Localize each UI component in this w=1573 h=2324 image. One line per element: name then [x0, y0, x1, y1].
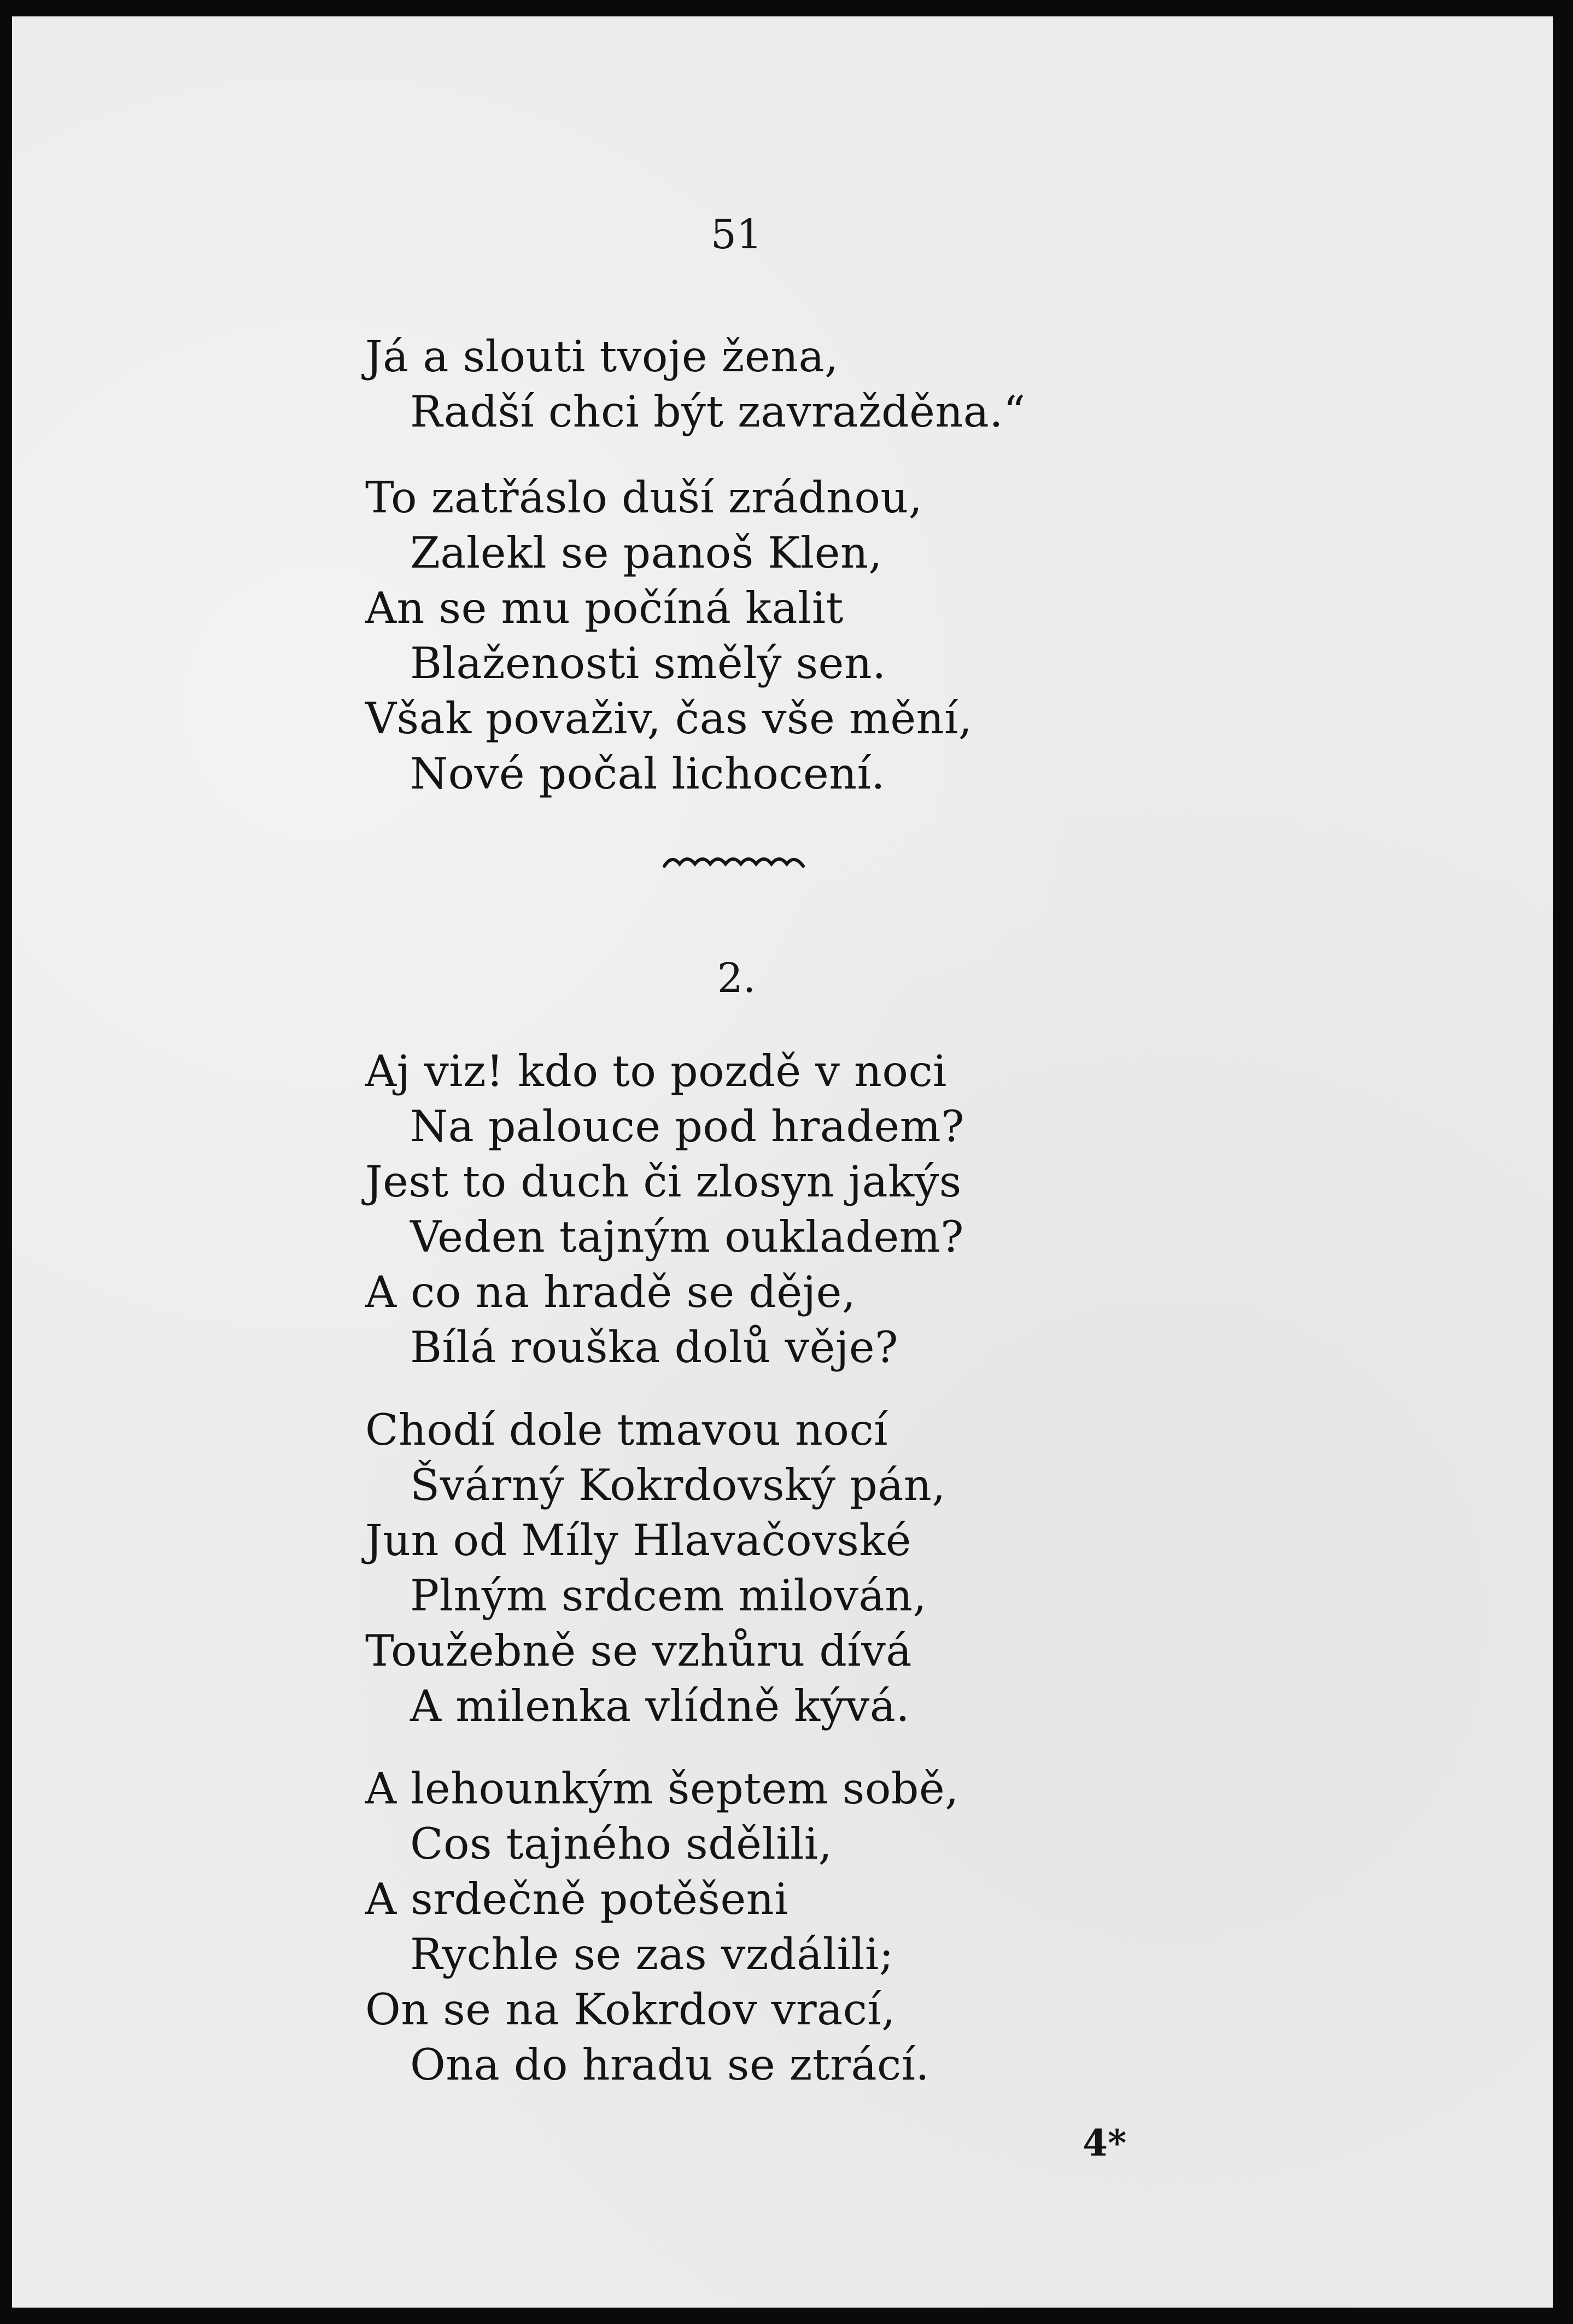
verse-line: Toužebně se vzhůru dívá [365, 1626, 912, 1676]
ornamental-divider [660, 848, 808, 875]
verse-line: Ona do hradu se ztrácí. [410, 2040, 930, 2090]
verse-line: Aj viz! kdo to pozdě v noci [365, 1046, 947, 1096]
verse-line: Plným srdcem milován, [410, 1570, 927, 1621]
verse-line: Švárný Kokrdovský pán, [410, 1460, 946, 1510]
verse-line: Blaženosti smělý sen. [410, 638, 886, 688]
stanza-3 [365, 1044, 964, 1375]
verse-line: An se mu počíná kalit [365, 583, 844, 633]
book-page [12, 16, 1553, 2308]
verse-line: Jun od Míly Hlavačovské [365, 1515, 912, 1566]
verse-line: On se na Kokrdov vrací, [365, 1984, 896, 2035]
verse-line: Zalekl se panoš Klen, [410, 528, 882, 578]
section-number: 2. [717, 955, 756, 1002]
stanza-5 [365, 1761, 959, 2093]
verse-line: A co na hradě se děje, [365, 1267, 856, 1317]
verse-line: Cos tajného sdělili, [410, 1819, 833, 1869]
stanza-1 [365, 329, 1026, 440]
verse-line: A milenka vlídně kývá. [410, 1681, 910, 1731]
verse-line: Rychle se zas vzdálili; [410, 1929, 894, 1980]
verse-line: Bílá rouška dolů věje? [410, 1322, 898, 1373]
verse-line: To zatřáslo duší zrádnou, [365, 472, 923, 523]
stanza-4 [365, 1403, 946, 1734]
verse-line: Však považiv, čas vše mění, [365, 693, 973, 744]
printer-signature-mark: 4* [1083, 2122, 1127, 2164]
verse-line: A srdečně potěšeni [365, 1874, 788, 1924]
verse-line: Já a slouti tvoje žena, [365, 331, 839, 382]
verse-line: A lehounkým šeptem sobě, [365, 1764, 959, 1814]
verse-line: Na palouce pod hradem? [410, 1101, 964, 1152]
verse-line: Chodí dole tmavou nocí [365, 1405, 888, 1455]
stanza-2 [365, 470, 972, 802]
page-number: 51 [710, 211, 763, 258]
verse-line: Radší chci být zavražděna.“ [410, 387, 1026, 437]
verse-line: Veden tajným oukladem? [410, 1212, 964, 1262]
verse-line: Jest to duch či zlosyn jakýs [365, 1157, 962, 1207]
verse-line: Nové počal lichocení. [410, 749, 886, 799]
